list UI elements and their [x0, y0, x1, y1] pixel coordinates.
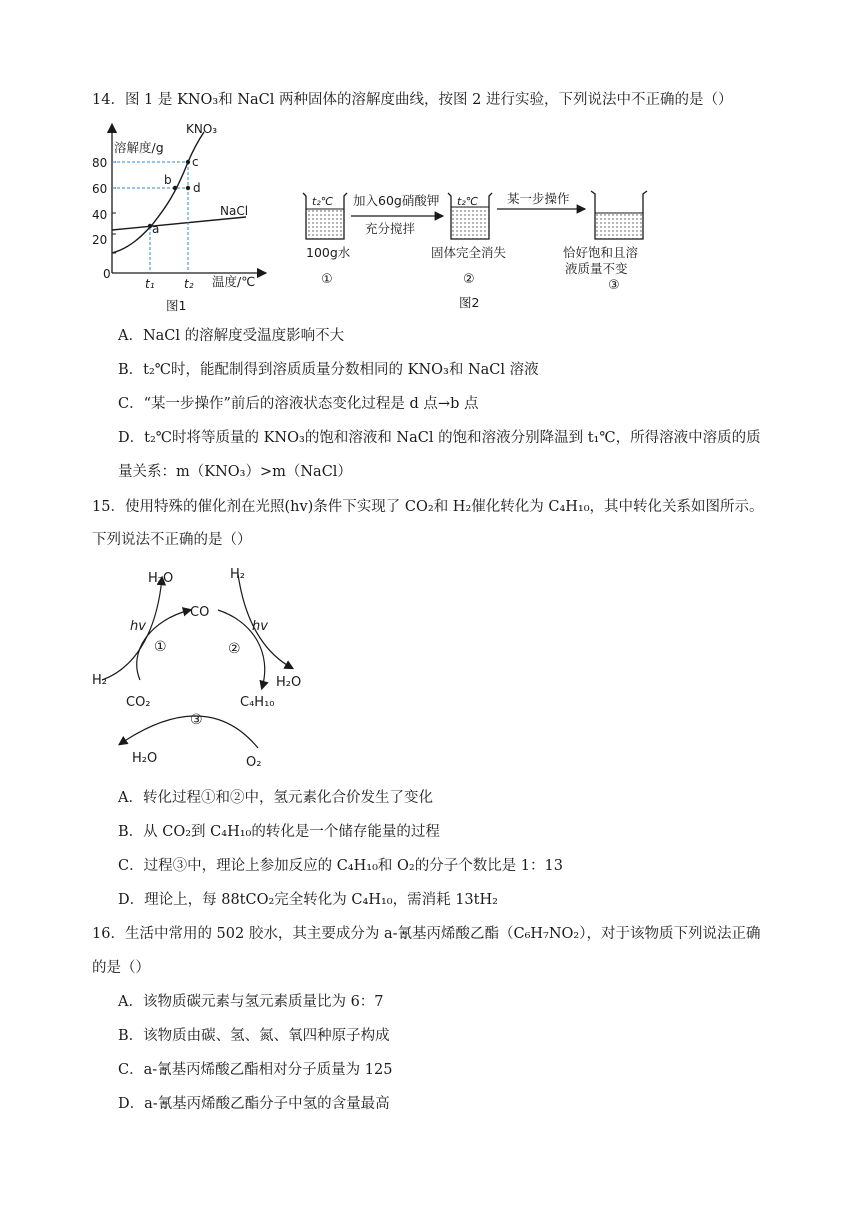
q15-option-d: D．理论上，每 88tCO₂完全转化为 C₄H₁₀，需消耗 13tH₂ [118, 892, 498, 908]
beaker-3-label-2: 液质量不变 [565, 261, 628, 276]
label-co2: CO₂ [126, 695, 151, 710]
beaker-1-temp: t₂℃ [312, 195, 334, 208]
beaker-2-label: 固体完全消失 [431, 245, 507, 260]
fig1-point-c [186, 160, 190, 164]
label-h2-top: H₂ [230, 567, 245, 582]
beaker-3-label-1: 恰好饱和且溶 [563, 245, 639, 260]
q14-option-a: A．NaCl 的溶解度受温度影响不大 [118, 328, 345, 344]
step-3-number: ③ [608, 278, 620, 293]
q15-stem-line2: 下列说法不正确的是（） [92, 532, 252, 548]
q14-option-d-line2: 量关系：m（KNO₃）>m（NaCl） [118, 464, 352, 480]
fig1-point-d [186, 186, 190, 190]
q16-option-b: B．该物质由碳、氢、氮、氧四种原子构成 [118, 1028, 390, 1044]
fig1-ytick-0: 0 [103, 267, 111, 281]
step-2-number: ② [463, 272, 475, 287]
q15-option-b: B．从 CO₂到 C₄H₁₀的转化是一个储存能量的过程 [118, 824, 440, 840]
label-h2-left: H₂ [92, 673, 107, 688]
fig1-nacl-curve [112, 217, 246, 230]
beaker-3 [591, 191, 647, 239]
label-c4h10: C₄H₁₀ [240, 695, 275, 710]
fig1-nacl-label: NaCl [220, 204, 249, 218]
fig1-solubility-chart [92, 118, 280, 318]
arc-c4h10-to-co2 [120, 716, 258, 748]
fig2-experiment-diagram [295, 185, 655, 315]
fig1-label-b: b [164, 173, 172, 187]
q15-stem-line1: 15．使用特殊的催化剂在光照(hv)条件下实现了 CO₂和 H₂催化转化为 C₄H₁₀，其中转化关系如图所示。 [92, 499, 764, 515]
fig1-ytick-40: 40 [92, 208, 108, 222]
q14-option-c: C．“某一步操作”前后的溶液状态变化过程是 d 点→b 点 [118, 396, 479, 412]
label-hv-1: hv [130, 619, 146, 634]
fig1-xlabel: 温度/℃ [212, 274, 256, 289]
fig1-ytick-60: 60 [92, 182, 108, 196]
fig1-caption: 图1 [166, 298, 187, 313]
label-o2: O₂ [246, 755, 262, 770]
fig1-ylabel: 溶解度/g [114, 140, 164, 155]
q14-option-d-line1: D．t₂℃时将等质量的 KNO₃的饱和溶液和 NaCl 的饱和溶液分别降温到 t₁℃，所得溶液中溶质的质 [118, 430, 761, 446]
q16-stem-line2: 的是（） [92, 960, 150, 976]
label-step-2: ② [228, 641, 241, 657]
fig2-arrow-1-top: 加入60g硝酸钾 [353, 193, 440, 208]
fig2-caption: 图2 [459, 295, 480, 310]
fig1-label-a: a [152, 222, 160, 236]
label-h2o-right: H₂O [276, 675, 302, 690]
label-step-3: ③ [190, 712, 203, 728]
q16-stem-line1: 16．生活中常用的 502 胶水，其主要成分为 a-氰基丙烯酸乙酯（C₆H₇NO₂），对于该物质下列说法正确 [92, 926, 761, 942]
label-co: CO [190, 605, 210, 620]
beaker-1-label: 100g水 [306, 245, 351, 260]
fig1-xtick-t2: t₂ [184, 277, 194, 291]
q14-option-b: B．t₂℃时，能配制得到溶质质量分数相同的 KNO₃和 NaCl 溶液 [118, 362, 539, 378]
step-1-number: ① [321, 272, 333, 287]
fig1-ytick-20: 20 [92, 233, 108, 247]
beaker-2 [448, 193, 492, 239]
label-step-1: ① [154, 639, 167, 655]
q15-option-a: A．转化过程①和②中，氢元素化合价发生了变化 [118, 790, 433, 806]
q15-option-c: C．过程③中，理论上参加反应的 C₄H₁₀和 O₂的分子个数比是 1：13 [118, 858, 563, 874]
fig1-label-c: c [192, 155, 199, 169]
q14-stem: 14．图 1 是 KNO₃和 NaCl 两种固体的溶解度曲线，按图 2 进行实验，下列说法中不正确的是（） [92, 92, 733, 108]
fig1-point-b [173, 186, 177, 190]
label-h2o-bottom: H₂O [132, 751, 158, 766]
q15-reaction-cycle-diagram [90, 560, 320, 775]
fig1-ytick-80: 80 [92, 156, 108, 170]
q16-option-d: D．a-氰基丙烯酸乙酯分子中氢的含量最高 [118, 1096, 390, 1112]
fig2-arrow-2-top: 某一步操作 [507, 191, 570, 206]
label-hv-2: hv [252, 619, 268, 634]
fig1-xtick-t1: t₁ [145, 277, 155, 291]
q16-option-c: C．a-氰基丙烯酸乙酯相对分子质量为 125 [118, 1062, 393, 1078]
label-h2o-top: H₂O [148, 571, 174, 586]
q16-option-a: A．该物质碳元素与氢元素质量比为 6：7 [118, 994, 384, 1010]
fig1-kno3-label: KNO₃ [186, 122, 218, 136]
fig2-arrow-1-bottom: 充分搅拌 [365, 221, 416, 236]
beaker-2-temp: t₂℃ [457, 195, 479, 208]
fig1-label-d: d [193, 181, 201, 195]
beaker-1 [303, 193, 347, 239]
